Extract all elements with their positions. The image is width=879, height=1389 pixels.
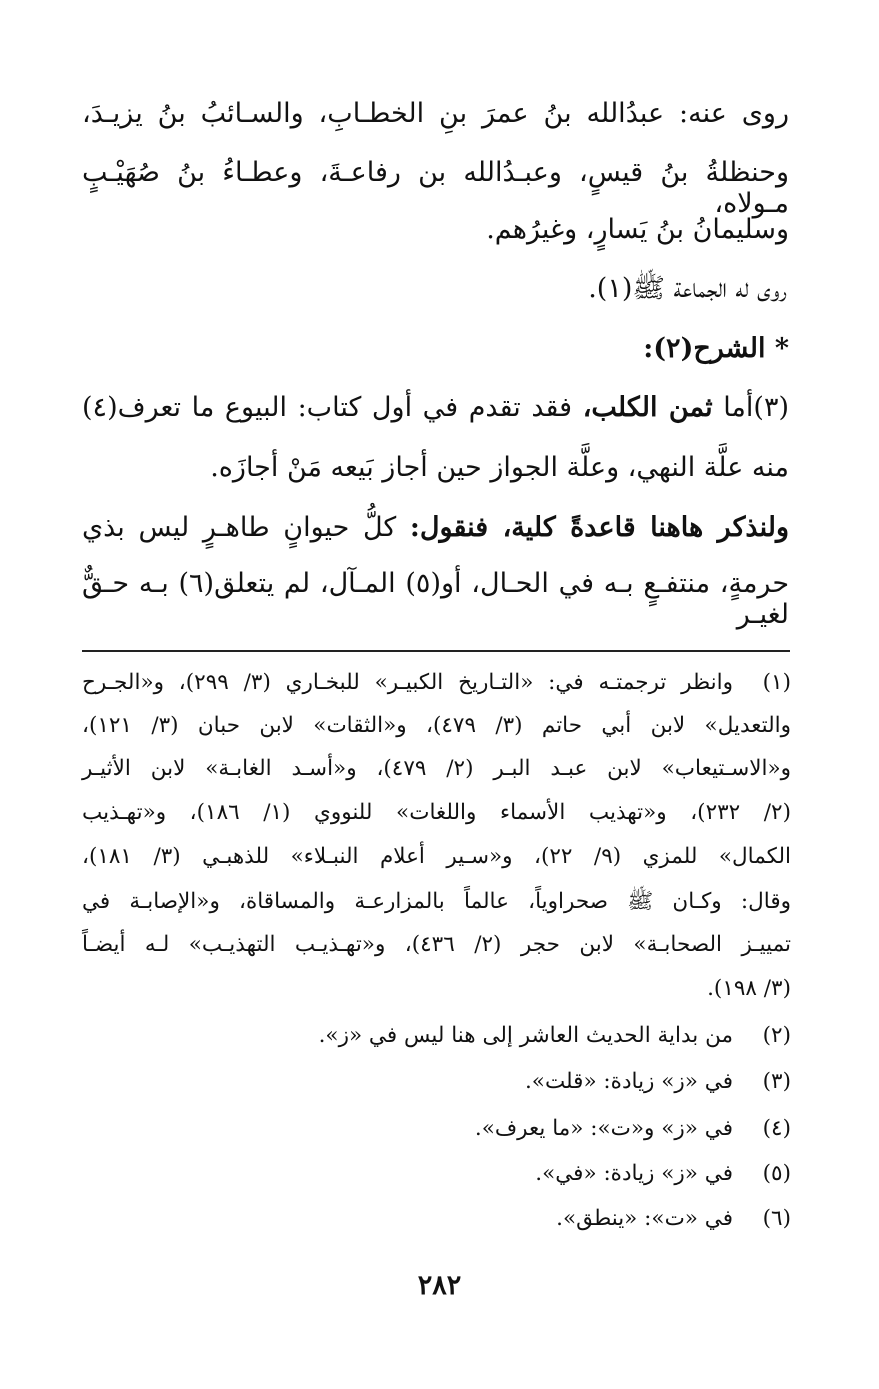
footnote-1-line-5: الكمال» للمزي (٩/ ٢٢)، و«سـير أعلام النبـلاء» للذهبـي (٣/ ١٨١)،	[82, 844, 792, 869]
line5-part-a: (٣)أما	[712, 392, 789, 423]
footnote-1-line-4: (٢/ ٢٣٢)، و«تهذيب الأسماء واللغات» للنووي (١/ ١٨٦)، و«تهـذيب	[82, 800, 791, 825]
footnote-1-line-7: تمييـز الصحابـة» لابن حجر (٢/ ٤٣٦)، و«تهـذيـب التهذيـب» لـه أيضـاً	[82, 932, 791, 957]
body-line-6: منه علَّة النهي، وعلَّة الجواز حين أجاز بَيعه مَنْ أجازَه.	[210, 452, 789, 483]
footnote-5-text: في «ز» زيادة: «في».	[535, 1161, 733, 1186]
footnote-1-line-6: وقال: وكـان ﷺ صحراوياً، عالماً بالمزارعـة والمساقاة، و«الإصابـة في	[82, 889, 791, 914]
body-line-2: وحنظلةُ بنُ قيسٍ، وعبـدُالله بن رفاعـةَ، وعطـاءُ بنُ صُهَيْـبٍ مـولاه،	[82, 157, 789, 219]
body-line-1: روى عنه: عبدُالله بنُ عمرَ بنِ الخطـابِ، والسـائبُ بنُ يزيـدَ،	[82, 98, 789, 129]
line7-bold-phrase: ولنذكر هاهنا قاعدةً كلية، فنقول:	[409, 512, 790, 543]
body-line-8: حرمةٍ، منتفـعٍ بـه في الحـال، أو(٥) المـآل، لم يتعلق(٦) بـه حـقٌّ لغيـر	[82, 568, 790, 630]
footnote-2-text: من بداية الحديث العاشر إلى هنا ليس في «ز».	[318, 1023, 733, 1048]
footnote-separator	[82, 650, 790, 652]
line7-part-b: كلُّ حيوانٍ طاهـرٍ ليس بذي	[82, 512, 410, 543]
footnote-1-line-3: و«الاسـتيعاب» لابن عبـد البـر (٢/ ٤٧٩)، و«أسـد الغابـة» لابن الأثيـر	[82, 756, 792, 781]
footnote-6-number: (٦)	[762, 1206, 791, 1231]
line5-part-c: فقد تقدم في أول كتاب: البيوع ما تعرف(٤)	[82, 392, 583, 423]
body-line-3: وسليمانُ بنُ يَسارٍ، وغيرُهم.	[486, 214, 789, 245]
footnote-6-text: في «ت»: «ينطق».	[556, 1206, 733, 1231]
footnote-1-number: (١)	[762, 670, 791, 695]
footnote-4-text: في «ز» و«ت»: «ما يعرف».	[474, 1116, 733, 1141]
section-heading: * الشرح(٢):	[643, 333, 789, 364]
footnote-1-line-2: والتعديل» لابن أبي حاتم (٣/ ٤٧٩)، و«الثقات» لابن حبان (٣/ ١٢١)،	[82, 713, 792, 738]
body-line-4: روى له الجماعة ﷺ(١).	[588, 273, 787, 304]
footnote-3-number: (٣)	[762, 1069, 791, 1094]
line5-bold-phrase: ثمن الكلب،	[582, 392, 713, 423]
page-number: ٢٨٢	[417, 1270, 462, 1301]
body-line-7	[82, 512, 789, 543]
footnote-2-number: (٢)	[762, 1023, 791, 1048]
footnote-4-number: (٤)	[762, 1116, 791, 1141]
footnote-3-text: في «ز» زيادة: «قلت».	[524, 1069, 733, 1094]
body-line-5	[82, 392, 789, 423]
footnote-5-number: (٥)	[762, 1161, 791, 1186]
footnote-1-line-8: (٣/ ١٩٨).	[707, 976, 791, 1001]
footnote-1-line-1: وانظر ترجمتـه في: «التـاريخ الكبيـر» للبخـاري (٣/ ٢٩٩)، و«الجـرح	[82, 670, 734, 695]
